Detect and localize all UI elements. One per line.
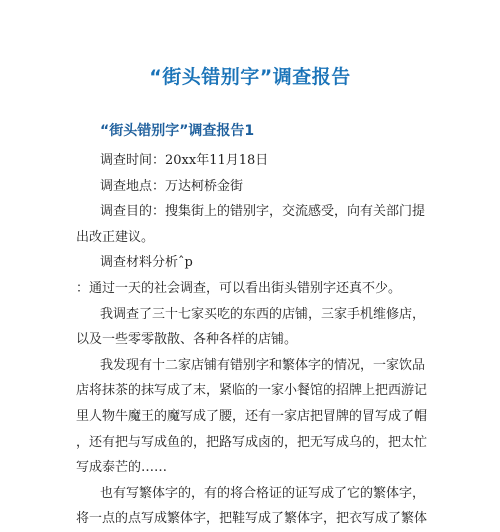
paragraph-line: 调查时间：20xx年11月18日 [100,153,269,168]
paragraph-line: 以及一些零零散散、各种各样的店铺。 [76,332,298,348]
paragraph-line: 调查地点：万达柯桥金街 [100,178,244,194]
paragraph-line: 里人物牛魔王的魔写成了腰，还有一家店把冒牌的冒写成了帽 [76,408,428,424]
paragraph-line: ，还有把与写成鱼的，把路写成卤的，把无写成乌的，把太忙 [76,434,428,450]
paragraph-line: 我调查了三十七家买吃的东西的店铺，三家手机维修店， [100,306,426,322]
report-body [76,148,436,532]
paragraph-line: 我发现有十二家店铺有错别字和繁体字的情况，一家饮品 [100,357,426,373]
paragraph-line: ：通过一天的社会调查，可以看出街头错别字还真不少。 [76,280,402,296]
paragraph-line: 调查材料分析ˆp [100,255,193,271]
paragraph-line: 调查目的：搜集街上的错别字，交流感受，向有关部门提 [100,204,426,220]
document-title: “街头错别字”调查报告 [149,66,351,88]
paragraph-line: 将一点的点写成繁体字，把鞋写成了繁体字，把衣写成了繁体 [76,511,428,527]
paragraph-line: 出改正建议。 [76,229,155,245]
paragraph-line: 写成泰芒的…… [76,460,168,476]
paragraph-line: 也有写繁体字的，有的将合格证的证写成了它的繁体字， [100,485,426,501]
paragraph-line: 店将抹茶的抹写成了末，紧临的一家小餐馆的招牌上把西游记 [76,383,428,399]
section-heading: “街头错别字”调查报告1 [100,123,255,139]
